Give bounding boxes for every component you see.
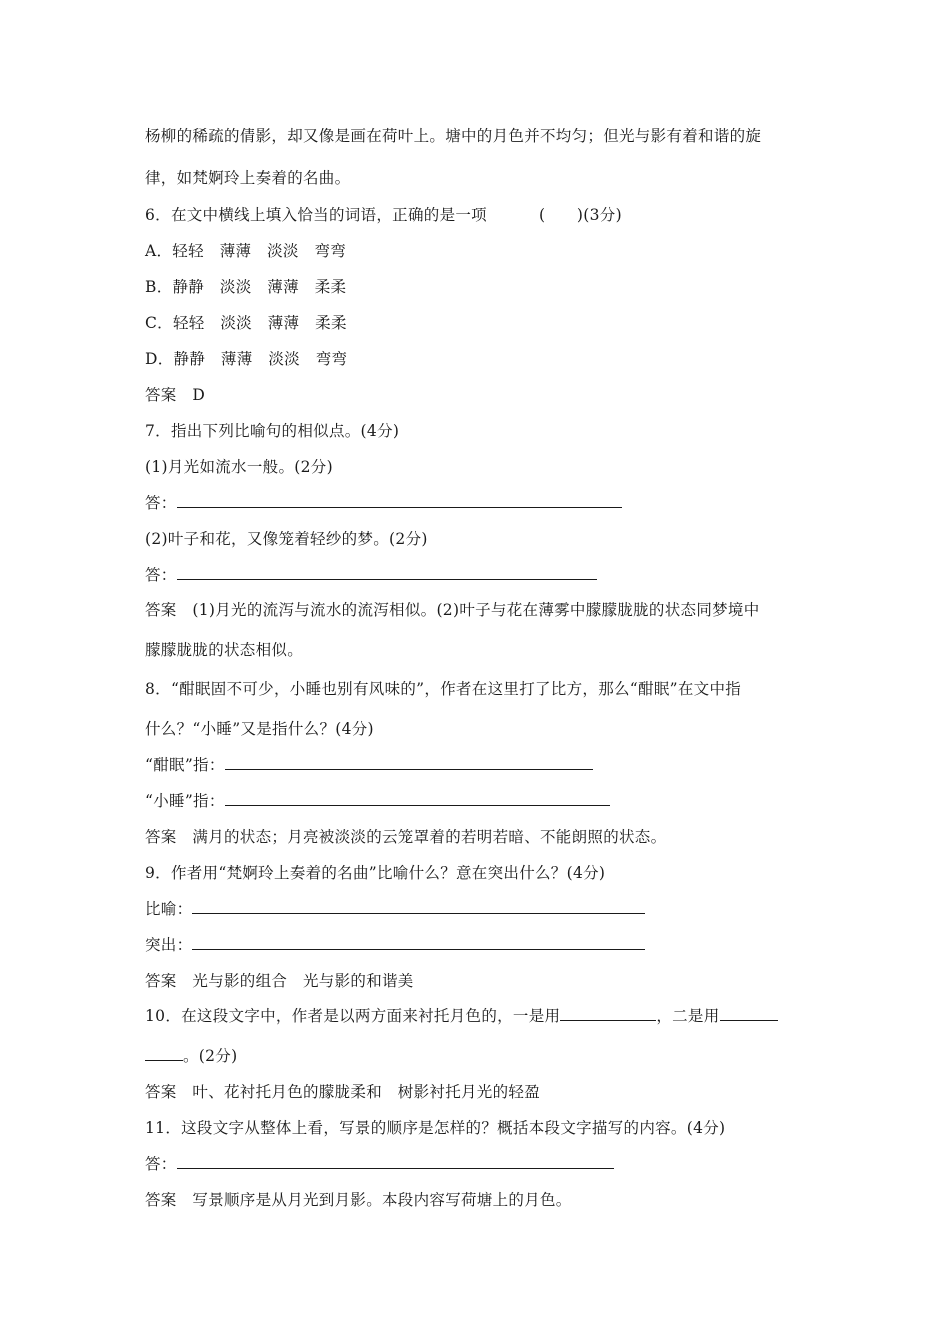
question-7-stem: 7．指出下列比喻句的相似点。(4分) (145, 422, 400, 440)
question-10-stem (145, 1006, 778, 1026)
question-7-answer-row-1 (145, 493, 622, 513)
answer-label: 答： (145, 494, 177, 512)
answer-blank[interactable] (225, 755, 593, 770)
question-10-text-b: ，二是用 (656, 1007, 720, 1025)
question-6-option-d: D．静静 薄薄 淡淡 弯弯 (145, 350, 348, 368)
question-6-paren: ( )(3分) (538, 206, 622, 224)
question-9-stem: 9．作者用“梵婀玲上奏着的名曲”比喻什么？意在突出什么？(4分) (145, 864, 606, 882)
question-7-sub-1: (1)月光如流水一般。(2分) (145, 458, 333, 476)
question-6-text: 6．在文中横线上填入恰当的词语，正确的是一项 (145, 206, 487, 224)
answer-blank[interactable] (177, 1154, 614, 1169)
answer-blank[interactable] (192, 935, 645, 950)
answer-blank[interactable] (145, 1046, 183, 1061)
question-8-stem-line-1: 8．“酣眠固不可少，小睡也别有风味的”，作者在这里打了比方，那么“酣眠”在文中指 (145, 680, 742, 698)
answer-label: “酣眠”指： (145, 756, 225, 774)
question-10-answer: 答案 叶、花衬托月色的朦胧柔和 树影衬托月光的轻盈 (145, 1083, 541, 1101)
question-10-text-a: 10．在这段文字中，作者是以两方面来衬托月色的，一是用 (145, 1007, 561, 1025)
question-7-sub-2: (2)叶子和花，又像笼着轻纱的梦。(2分) (145, 530, 428, 548)
question-6-option-a: A．轻轻 薄薄 淡淡 弯弯 (145, 242, 347, 260)
question-8-answer-row-1 (145, 755, 593, 775)
answer-label: 答： (145, 566, 177, 584)
question-6-option-b: B．静静 淡淡 薄薄 柔柔 (145, 278, 347, 296)
answer-blank[interactable] (177, 565, 597, 580)
answer-blank[interactable] (192, 899, 645, 914)
question-6-answer: 答案 D (145, 386, 206, 404)
passage-line-1: 杨柳的稀疏的倩影，却又像是画在荷叶上。塘中的月色并不均匀；但光与影有着和谐的旋 (145, 127, 762, 145)
question-11-answer: 答案 写景顺序是从月光到月影。本段内容写荷塘上的月色。 (145, 1191, 572, 1209)
question-11-stem: 11．这段文字从整体上看，写景的顺序是怎样的？概括本段文字描写的内容。(4分) (145, 1119, 726, 1137)
question-7-answer-line-2: 朦朦胧胧的状态相似。 (145, 641, 304, 659)
question-10-text-c: 。(2分) (183, 1047, 238, 1065)
question-10-stem-line-2 (145, 1046, 237, 1066)
answer-blank[interactable] (720, 1006, 778, 1021)
question-7-answer-row-2 (145, 565, 597, 585)
question-9-answer: 答案 光与影的组合 光与影的和谐美 (145, 972, 414, 990)
answer-blank[interactable] (177, 493, 622, 508)
answer-label: 答： (145, 1155, 177, 1173)
question-7-answer-line-1: 答案 (1)月光的流泻与流水的流泻相似。(2)叶子与花在薄雾中朦朦胧胧的状态同梦境中 (145, 601, 760, 619)
answer-blank[interactable] (560, 1006, 656, 1021)
answer-label: 比喻： (145, 900, 193, 918)
answer-blank[interactable] (225, 791, 610, 806)
answer-label: 突出： (145, 936, 193, 954)
question-11-answer-row (145, 1154, 614, 1174)
passage-line-2: 律，如梵婀玲上奏着的名曲。 (145, 169, 351, 187)
question-8-answer: 答案 满月的状态；月亮被淡淡的云笼罩着的若明若暗、不能朗照的状态。 (145, 828, 667, 846)
question-8-answer-row-2 (145, 791, 610, 811)
answer-label: “小睡”指： (145, 792, 225, 810)
question-9-answer-row-2 (145, 935, 645, 955)
question-8-stem-line-2: 什么？“小睡”又是指什么？(4分) (145, 720, 374, 738)
question-9-answer-row-1 (145, 899, 645, 919)
question-6-option-c: C．轻轻 淡淡 薄薄 柔柔 (145, 314, 347, 332)
question-6-stem (145, 205, 622, 225)
